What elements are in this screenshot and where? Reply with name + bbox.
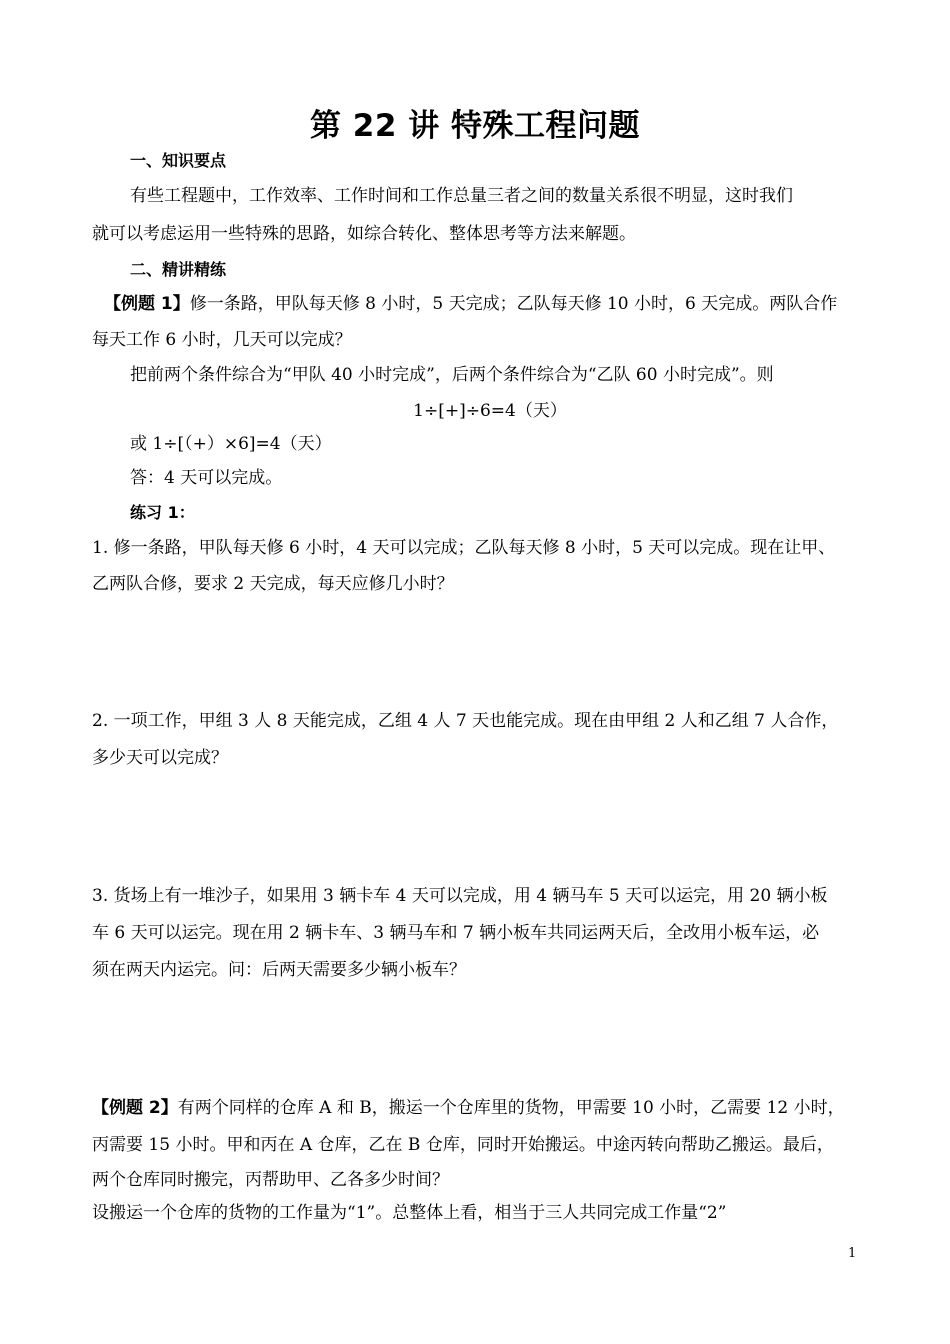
- example-1-solution: 把前两个条件综合为“甲队 40 小时完成”，后两个条件综合为“乙队 60 小时完成”。则: [130, 365, 774, 385]
- section-heading-knowledge: 一、知识要点: [130, 151, 227, 170]
- practice-question-3: 须在两天内运完。问：后两天需要多少辆小板车？: [92, 960, 466, 980]
- example-1-formula: 1÷[+]÷6=4（天）: [413, 401, 567, 421]
- example-2-line: 两个仓库同时搬完，丙帮助甲、乙各多少时间？: [92, 1170, 449, 1190]
- example-1-text: 修一条路，甲队每天修 8 小时，5 天完成；乙队每天修 10 小时，6 天完成。两队合作: [189, 294, 838, 314]
- example-1-line: [104, 294, 874, 314]
- example-2-line: [92, 1098, 862, 1118]
- practice-1-heading: 练习 1：: [130, 503, 195, 522]
- example-2-line: 丙需要 15 小时。甲和丙在 A 仓库，乙在 B 仓库，同时开始搬运。中途丙转向帮助乙搬运。最后，: [92, 1135, 834, 1155]
- practice-question-3: 3. 货场上有一堆沙子，如果用 3 辆卡车 4 天可以完成，用 4 辆马车 5 天可以运完，用 20 辆小板: [92, 886, 828, 906]
- page-number: 1: [848, 1246, 857, 1261]
- practice-question-1: 1. 修一条路，甲队每天修 6 小时，4 天可以完成；乙队每天修 8 小时，5 天可以完成。现在让甲、: [92, 538, 836, 558]
- example-2-label: 【例题 2】: [92, 1098, 178, 1118]
- example-2-text: 有两个同样的仓库 A 和 B，搬运一个仓库里的货物，甲需要 10 小时，乙需要 12 小时，: [177, 1098, 845, 1118]
- practice-question-1: 乙两队合修，要求 2 天完成，每天应修几小时？: [92, 574, 454, 594]
- example-1-answer: 答：4 天可以完成。: [130, 468, 283, 488]
- paragraph-line: 有些工程题中，工作效率、工作时间和工作总量三者之间的数量关系很不明显，这时我们: [130, 186, 793, 206]
- page-title: 第 22 讲 特殊工程问题: [309, 108, 641, 144]
- practice-question-2: 2. 一项工作，甲组 3 人 8 天能完成，乙组 4 人 7 天也能完成。现在由甲组 2 人和乙组 7 人合作，: [92, 711, 839, 731]
- example-1-formula-alt: 或 1÷[（+）×6]=4（天）: [130, 434, 332, 454]
- example-2-line: 设搬运一个仓库的货物的工作量为“1”。总整体上看，相当于三人共同完成工作量“2”: [92, 1203, 727, 1223]
- example-1-line: 每天工作 6 小时，几天可以完成？: [92, 330, 352, 350]
- section-heading-practice: 二、精讲精练: [130, 260, 227, 279]
- example-1-label: 【例题 1】: [104, 294, 190, 314]
- practice-question-2: 多少天可以完成？: [92, 748, 228, 768]
- paragraph-line: 就可以考虑运用一些特殊的思路，如综合转化、整体思考等方法来解题。: [92, 224, 636, 244]
- practice-question-3: 车 6 天可以运完。现在用 2 辆卡车、3 辆马车和 7 辆小板车共同运两天后，全改用小板车运，必: [92, 923, 820, 943]
